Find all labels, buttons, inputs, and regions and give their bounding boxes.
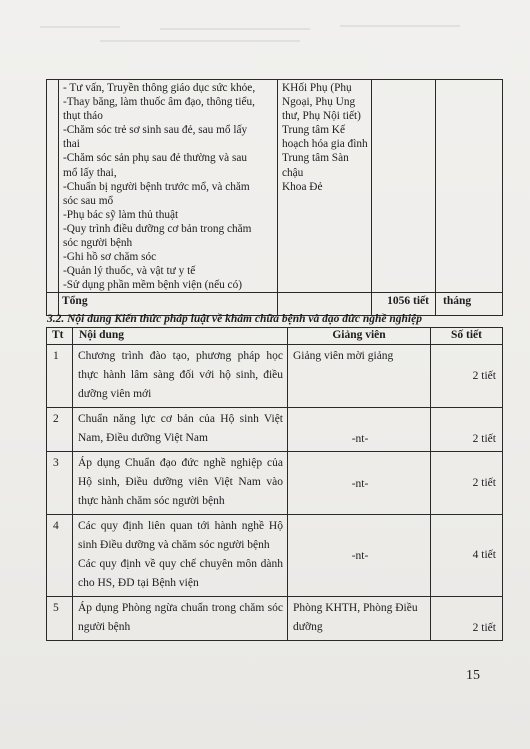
row-periods: 2 tiết [431, 452, 503, 515]
header-row [47, 328, 503, 345]
department-line: chậu [282, 166, 304, 179]
activity-line: -Chăm sóc sản phụ sau đẻ thường và sau [63, 152, 248, 165]
department-line: KHối Phụ (Phụ [282, 82, 352, 94]
department-list [278, 80, 371, 194]
row-periods: 2 tiết [431, 345, 503, 408]
activity-line: mổ lấy thai, [63, 166, 117, 179]
row-lecturer: -nt- [288, 515, 431, 597]
row-number: 3 [47, 452, 73, 515]
header-tt: Tt [47, 328, 73, 345]
department-line: Trung tâm Sàn [282, 152, 349, 165]
header-lecturer: Giảng viên [288, 328, 431, 345]
row-number: 1 [47, 345, 73, 408]
activity-line: sóc sau mổ [63, 194, 114, 207]
row-number: 2 [47, 408, 73, 452]
row-lecturer: -nt- [288, 408, 431, 452]
row-lecturer: -nt- [288, 452, 431, 515]
row-lecturer: Phòng KHTH, Phòng Điều dưỡng [288, 597, 431, 641]
departments-cell [278, 80, 372, 293]
activity-line: -Sử dụng phần mềm bệnh viện (nếu có) [63, 279, 242, 292]
table-row [47, 452, 503, 515]
activity-line: sóc người bệnh [63, 237, 133, 250]
section-title: 3.2. Nội dung Kiến thức pháp luật về khám chữa bệnh và đạo đức nghề nghiệp [47, 313, 422, 325]
table-row [47, 515, 503, 597]
training-activities-table [46, 79, 503, 316]
row-periods: 2 tiết [431, 597, 503, 641]
activity-line: - Tư vấn, Truyền thông giáo dục sức khỏe, [63, 82, 256, 94]
activity-list [59, 80, 277, 292]
table-row [47, 408, 503, 452]
row-periods: 4 tiết [431, 515, 503, 597]
total-unit: tháng [436, 293, 503, 316]
activities-row [47, 80, 503, 293]
department-line: Ngoại, Phụ Ung [282, 96, 356, 109]
hours-cell [372, 80, 436, 293]
duration-cell [436, 80, 503, 293]
activities-cell [59, 80, 278, 293]
department-line: hoạch hóa gia đình [282, 138, 368, 151]
department-line: thư, Phụ Nội tiết) [282, 110, 361, 123]
row-content [73, 515, 288, 597]
activity-line: -Ghi hồ sơ chăm sóc [63, 251, 157, 264]
department-line: Khoa Đẻ [282, 180, 323, 193]
show-through-marks [40, 22, 500, 52]
header-content: Nội dung [73, 328, 288, 345]
total-label: Tổng [59, 293, 278, 316]
page-number: 15 [466, 668, 480, 683]
row-content-line: Các quy định về quy chế chuyên môn dành cho HS, ĐD tại Bệnh viện [78, 558, 283, 589]
law-ethics-table [46, 327, 503, 641]
row-lecturer: Giảng viên mời giảng [288, 345, 431, 408]
row-content: Chương trình đào tạo, phương pháp học thực hành lâm sàng đối với hộ sinh, điều dưỡng viên mới [73, 345, 288, 408]
activity-line: thụt tháo [63, 110, 103, 123]
table-row [47, 345, 503, 408]
row-number: 4 [47, 515, 73, 597]
row-periods: 2 tiết [431, 408, 503, 452]
header-periods: Số tiết [431, 328, 503, 345]
row-number: 5 [47, 597, 73, 641]
activity-line: -Phụ bác sỹ làm thủ thuật [63, 208, 179, 221]
activity-line: -Thay băng, làm thuốc âm đạo, thông tiểu, [63, 96, 255, 109]
activity-line: -Chuẩn bị người bệnh trước mổ, và chăm [63, 180, 250, 193]
total-value: 1056 tiết [372, 293, 436, 316]
row-content: Áp dụng Phòng ngừa chuẩn trong chăm sóc người bệnh [73, 597, 288, 641]
row-content: Áp dụng Chuẩn đạo đức nghề nghiệp của Hộ sinh, Điều dưỡng viên Việt Nam vào thực hành chăm sóc người bệnh [73, 452, 288, 515]
row-content-line: Các quy định liên quan tới hành nghề Hộ sinh Điều dưỡng và chăm sóc người bệnh [78, 520, 283, 551]
activity-line: -Quy trình điều dưỡng cơ bản trong chăm [63, 222, 252, 235]
row-content: Chuẩn năng lực cơ bản của Hộ sinh Việt Nam, Điều dưỡng Việt Nam [73, 408, 288, 452]
table-row [47, 597, 503, 641]
index-cell [47, 80, 59, 293]
activity-line: -Quản lý thuốc, và vật tư y tế [63, 265, 196, 278]
activity-line: thai [63, 138, 80, 151]
activity-line: -Chăm sóc trẻ sơ sinh sau đẻ, sau mổ lấy [63, 124, 248, 137]
department-line: Trung tâm Kế [282, 124, 345, 137]
